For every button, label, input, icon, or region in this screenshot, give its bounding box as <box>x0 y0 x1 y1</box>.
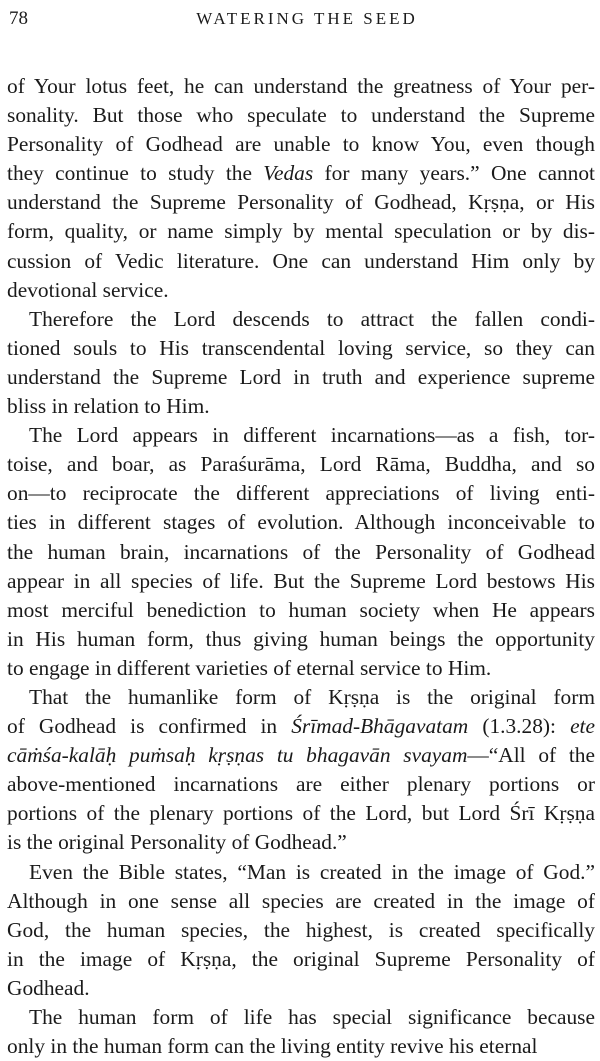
text-line: devotional service. <box>7 277 169 302</box>
page-number: 78 <box>9 8 28 29</box>
paragraph <box>7 858 595 1003</box>
text-line: bliss in relation to Him. <box>7 394 210 419</box>
text-line: sonality. But those who speculate to understand the Supreme <box>7 103 595 128</box>
text-line: most merciful benediction to human society when He appears <box>7 597 595 622</box>
text-line: Although in one sense all species are created in the image of <box>7 888 595 913</box>
text-line: of Godhead is confirmed in Śrīmad-Bhāgavatam (1.3.28): ete <box>7 714 595 739</box>
text-line: God, the human species, the highest, is created specifically <box>7 917 595 942</box>
text-line: on—to reciprocate the different appreciations of living enti- <box>7 481 595 506</box>
text-line: ties in different stages of evolution. Although inconceivable to <box>7 510 595 535</box>
text-line: Even the Bible states, “Man is created in the image of God.” <box>29 859 595 884</box>
text-line: of Your lotus feet, he can understand the greatness of Your per- <box>7 74 595 98</box>
paragraph <box>7 305 595 421</box>
text-line: above-mentioned incarnations are either plenary portions or <box>7 772 595 797</box>
text-line: The human form of life has special significance because <box>29 1005 595 1029</box>
text-line: That the humanlike form of Kṛṣṇa is the original form <box>29 684 595 709</box>
text-line: form, quality, or name simply by mental speculation or by dis- <box>7 219 595 244</box>
text-line: they continue to study the Vedas for many years.” One cannot <box>7 161 595 186</box>
page-header <box>9 6 595 32</box>
paragraph <box>7 421 595 683</box>
running-head: WATERING THE SEED <box>196 9 418 28</box>
paragraph <box>7 1003 595 1061</box>
text-line: The Lord appears in different incarnations—as a fish, tor- <box>29 423 595 448</box>
text-line: in His human form, thus giving human beings the opportunity <box>7 626 595 651</box>
paragraph <box>7 72 595 305</box>
text-line: only in the human form can the living entity revive his eternal <box>7 1034 538 1059</box>
body-text <box>7 72 595 1061</box>
text-line: appear in all species of life. But the Supreme Lord bestows His <box>7 568 595 593</box>
text-line: understand the Supreme Personality of Godhead, Kṛṣṇa, or His <box>7 190 595 215</box>
paragraph <box>7 683 595 858</box>
text-line: Therefore the Lord descends to attract the fallen condi- <box>29 306 595 331</box>
text-line: cāṁśa-kalāḥ puṁsaḥ kṛṣṇas tu bhagavān svayam—“All of the <box>7 743 595 768</box>
text-line: Godhead. <box>7 975 90 1000</box>
text-line: the human brain, incarnations of the Personality of Godhead <box>7 539 595 564</box>
text-line: tioned souls to His transcendental loving service, so they can <box>7 335 595 360</box>
text-line: Personality of Godhead are unable to know You, even though <box>7 132 595 157</box>
text-line: in the image of Kṛṣṇa, the original Supreme Personality of <box>7 946 595 971</box>
text-line: cussion of Vedic literature. One can understand Him only by <box>7 248 595 273</box>
text-line: toise, and boar, as Paraśurāma, Lord Rāma, Buddha, and so <box>7 452 595 477</box>
text-line: portions of the plenary portions of the Lord, but Lord Śrī Kṛṣṇa <box>7 801 595 826</box>
text-line: is the original Personality of Godhead.” <box>7 830 347 855</box>
text-line: to engage in different varieties of eternal service to Him. <box>7 655 492 680</box>
text-line: understand the Supreme Lord in truth and experience supreme <box>7 364 595 389</box>
